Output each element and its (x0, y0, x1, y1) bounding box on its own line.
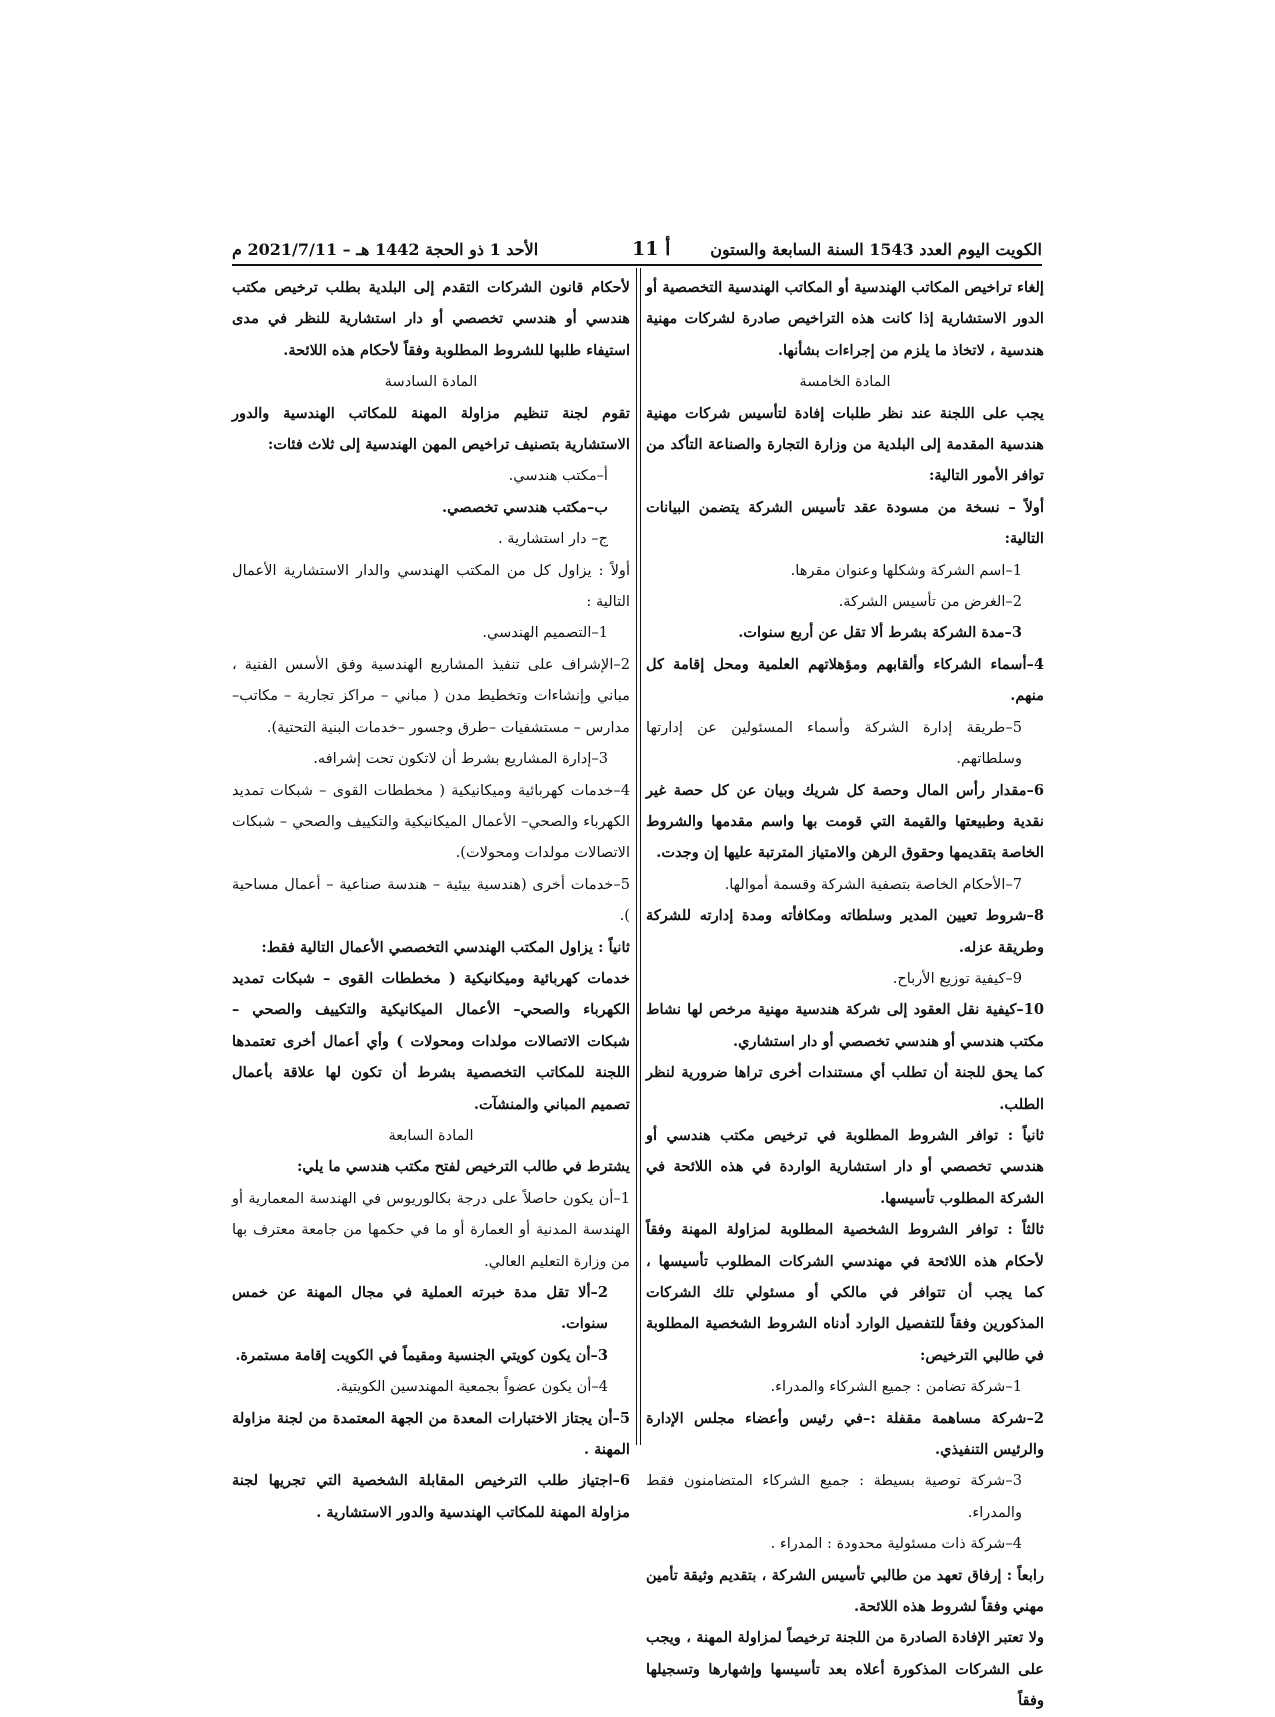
paragraph: المادة السابعة (388, 1126, 474, 1144)
paragraph: 7–الأحكام الخاصة بتصفية الشركة وقسمة أموالها. (724, 875, 1022, 893)
paragraph: لأحكام قانون الشركات التقدم إلى البلدية بطلب ترخيص مكتب هندسي أو هندسي تخصصي أو دار استشارية للنظر في مدى استيفاء طلبها للشروط المطلوبة وفقاً لأحكام هذه اللائحة. (232, 279, 630, 359)
paragraph: 10–كيفية نقل العقود إلى شركة هندسية مهنية مرخص لها نشاط مكتب هندسي أو هندسي تخصصي أو دار استشاري. (646, 1001, 1044, 1050)
paragraph: 1–اسم الشركة وشكلها وعنوان مقرها. (790, 561, 1022, 579)
paragraph: 2–ألا تقل مدة خبرته العملية في مجال المهنة عن خمس سنوات. (232, 1284, 608, 1333)
paragraph: ثانياً : توافر الشروط المطلوبة في ترخيص مكتب هندسي أو هندسي تخصصي أو دار استشارية الواردة في هذه اللائحة في الشركة المطلوب تأسيسها. (646, 1126, 1044, 1207)
paragraph: أ–مكتب هندسي. (508, 467, 608, 485)
paragraph: ولا تعتبر الإفادة الصادرة من اللجنة ترخيصاً لمزاولة المهنة ، ويجب على الشركات المذكورة أعلاه بعد تأسيسها وإشهارها وتسجيلها وفقاً (646, 1629, 1044, 1710)
paragraph: 5–خدمات أخرى (هندسية بيئية – هندسة صناعية – أعمال مساحية ). (232, 875, 630, 925)
column-divider (636, 268, 637, 1445)
paragraph: 4–أسماء الشركاء وألقابهم ومؤهلاتهم العلمية ومحل إقامة كل منهم. (646, 655, 1044, 705)
paragraph: تقوم لجنة تنظيم مزاولة المهنة للمكاتب الهندسية والدور الاستشارية بتصنيف تراخيص المهن الهندسية إلى ثلاث فئات: (232, 404, 630, 454)
paragraph: المادة السادسة (384, 373, 478, 391)
paragraph: ثانياً : يزاول المكتب الهندسي التخصصي الأعمال التالية فقط: (261, 938, 630, 956)
paragraph: 3–شركة توصية بسيطة : جميع الشركاء المتضامنون فقط والمدراء. (646, 1472, 1022, 1521)
column-divider-second (640, 268, 641, 1445)
paragraph: 1–أن يكون حاصلاً على درجة بكالوريوس في الهندسة المعمارية أو الهندسة المدنية أو العمارة أو ما في حكمها من جامعة معترف بها من وزارة التعليم العالي. (232, 1189, 630, 1270)
paragraph: 3–إدارة المشاريع بشرط أن لاتكون تحت إشرافه. (313, 750, 608, 768)
paragraph: أولاً : يزاول كل من المكتب الهندسي والدار الاستشارية الأعمال التالية : (232, 561, 630, 611)
paragraph: 4–شركة ذات مسئولية محدودة : المدراء . (770, 1535, 1022, 1553)
paragraph: يجب على اللجنة عند نظر طلبات إفادة لتأسيس شركات مهنية هندسية المقدمة إلى البلدية من وزارة التجارة والصناعة التأكد من توافر الأمور التالية: (646, 404, 1044, 485)
paragraph: 1–التصميم الهندسي. (482, 624, 608, 642)
header-divider (232, 264, 1042, 266)
paragraph: كما يحق للجنة أن تطلب أي مستندات أخرى تراها ضرورية لنظر الطلب. (646, 1064, 1044, 1113)
right-column (646, 272, 1044, 1717)
paragraph: المادة الخامسة (799, 373, 891, 391)
left-column (232, 272, 630, 1528)
paragraph: ج– دار استشارية . (498, 530, 608, 548)
paragraph: 2–الغرض من تأسيس الشركة. (838, 593, 1022, 611)
paragraph: ثالثاً : توافر الشروط الشخصية المطلوبة لمزاولة المهنة وفقاً لأحكام هذه اللائحة في مهندسي الشركات المطلوب تأسيسها ، كما يجب أن تتوافر في مالكي أو مسئولي تلك الشركات المذكورين وفقاً للتفصيل الوارد أدناه الشروط الشخصية المطلوبة في طالبي الترخيص: (646, 1221, 1044, 1364)
paragraph: 3–مدة الشركة بشرط ألا تقل عن أربع سنوات. (738, 624, 1022, 642)
gazette-issue-info: الكويت اليوم العدد 1543 السنة السابعة والستون (710, 240, 1042, 259)
paragraph: 8–شروط تعيين المدير وسلطاته ومكافأته ومدة إدارته للشركة وطريقة عزله. (646, 907, 1044, 956)
page-number: أ 11 (632, 238, 671, 260)
paragraph: يشترط في طالب الترخيص لفتح مكتب هندسي ما يلي: (296, 1158, 630, 1176)
paragraph: 6–اجتياز طلب الترخيص المقابلة الشخصية التي تجريها لجنة مزاولة المهنة للمكاتب الهندسية والدور الاستشارية . (232, 1472, 630, 1521)
paragraph: 2–الإشراف على تنفيذ المشاريع الهندسية وفق الأسس الفنية ، مباني وإنشاءات وتخطيط مدن ( مباني – مراكز تجارية – مكاتب– مدارس – مستشفيات –طرق وجسور –خدمات البنية التحتية). (232, 655, 630, 736)
paragraph: ب–مكتب هندسي تخصصي. (442, 498, 608, 516)
issue-date: الأحد 1 ذو الحجة 1442 هـ – 2021/7/11 م (232, 240, 539, 259)
paragraph: 9–كيفية توزيع الأرباح. (892, 969, 1022, 987)
paragraph: 3–أن يكون كويتي الجنسية ومقيماً في الكويت إقامة مستمرة. (235, 1346, 608, 1364)
paragraph: أولاً – نسخة من مسودة عقد تأسيس الشركة يتضمن البيانات التالية: (646, 498, 1044, 548)
paragraph: 2–شركة مساهمة مقفلة :–في رئيس وأعضاء مجلس الإدارة والرئيس التنفيذي. (646, 1409, 1044, 1459)
paragraph: خدمات كهربائية وميكانيكية ( مخططات القوى – شبكات تمديد الكهرباء والصحي– الأعمال الميكانيكية والتكييف والصحي – شبكات الاتصالات مولدات ومحولات ) وأي أعمال أخرى تعتمدها اللجنة للمكاتب التخصصية بشرط أن تكون لها علاقة بأعمال تصميم المباني والمنشآت. (232, 969, 630, 1113)
paragraph: 1–شركة تضامن : جميع الشركاء والمدراء. (770, 1378, 1022, 1396)
paragraph: 4–خدمات كهربائية وميكانيكية ( مخططات القوى – شبكات تمديد الكهرباء والصحي– الأعمال الميكانيكية والتكييف والصحي – شبكات الاتصالات مولدات ومحولات). (232, 781, 630, 862)
paragraph: رابعاً : إرفاق تعهد من طالبي تأسيس الشركة ، بتقديم وثيقة تأمين مهني وفقاً لشروط هذه اللائحة. (646, 1566, 1044, 1616)
page-header (232, 236, 1042, 264)
paragraph: إلغاء تراخيص المكاتب الهندسية أو المكاتب الهندسية التخصصية أو الدور الاستشارية إذا كانت هذه التراخيص صادرة لشركات مهنية هندسية ، لاتخاذ ما يلزم من إجراءات بشأنها. (646, 279, 1044, 359)
paragraph: 4–أن يكون عضواً بجمعية المهندسين الكويتية. (336, 1378, 608, 1396)
paragraph: 5–طريقة إدارة الشركة وأسماء المسئولين عن إدارتها وسلطاتهم. (646, 718, 1022, 768)
paragraph: 6–مقدار رأس المال وحصة كل شريك وبيان عن كل حصة غير نقدية وطبيعتها والقيمة التي قومت بها واسم مقدمها والشروط الخاصة بتقديمها وحقوق الرهن والامتياز المترتبة عليها إن وجدت. (646, 781, 1044, 862)
paragraph: 5–أن يجتاز الاختبارات المعدة من الجهة المعتمدة من لجنة مزاولة المهنة . (232, 1409, 630, 1459)
